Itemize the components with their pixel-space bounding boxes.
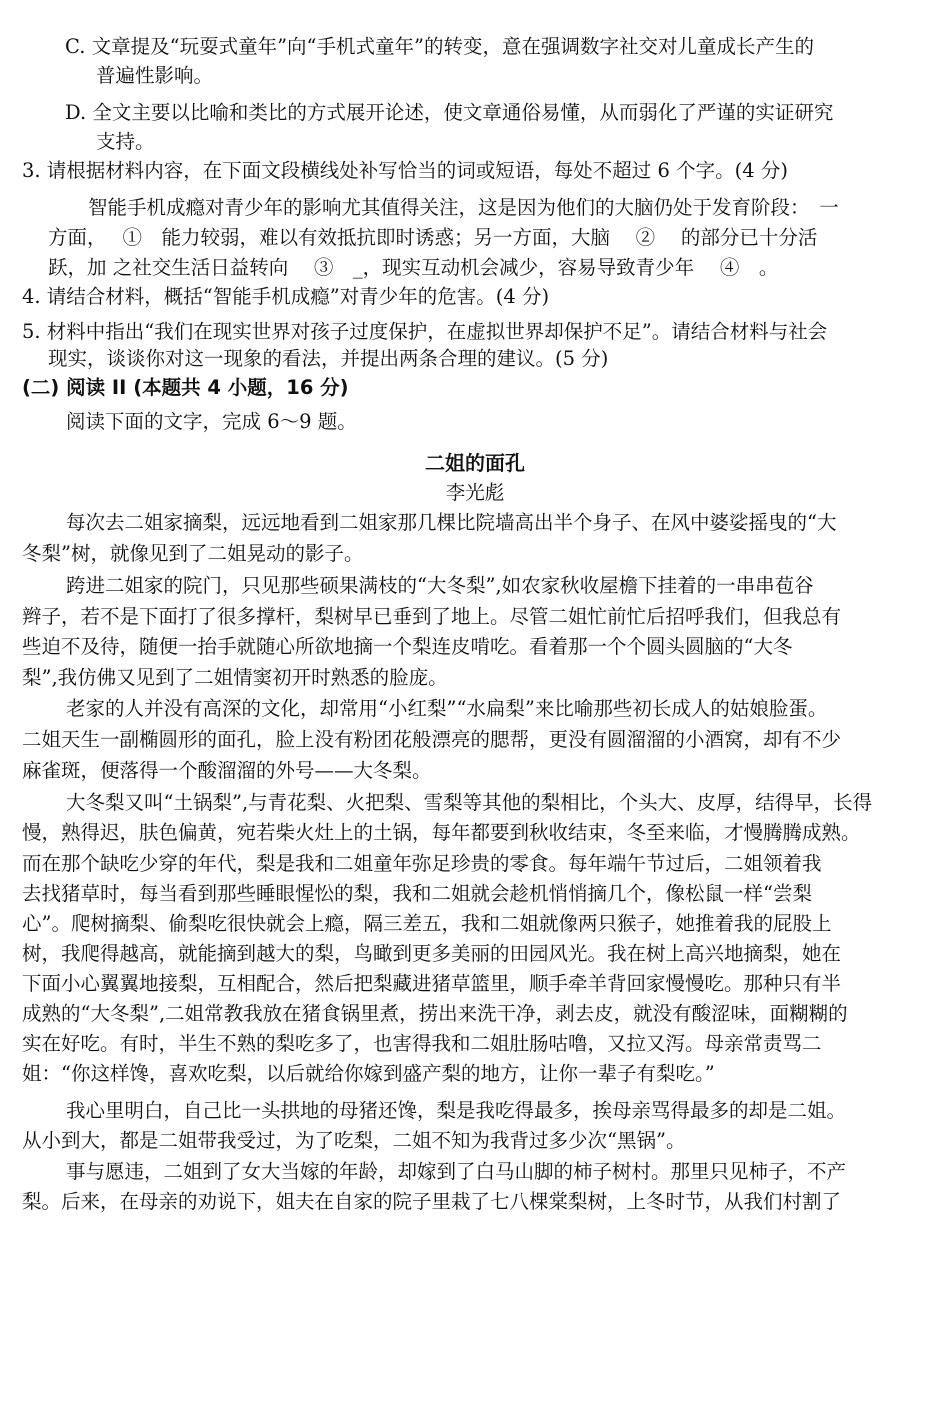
article-line: 心”。爬树摘梨、偷梨吃很快就会上瘾，隔三差五，我和二姐就像两只猴子，她推着我的屁股上 [22, 912, 832, 935]
option-c-line-1: C. 文章提及“玩耍式童年”向“手机式童年”的转变，意在强调数字社交对儿童成长产生的 [65, 35, 814, 58]
article-line: 姐：“你这样馋，喜欢吃梨，以后就给你嫁到盛产梨的地方，让你一辈子有梨吃。” [22, 1062, 715, 1085]
article-title: 二姐的面孔 [425, 451, 525, 475]
article-line: 树，我爬得越高，就能摘到越大的梨，鸟瞰到更多美丽的田园风光。我在树上高兴地摘梨，她在 [22, 942, 842, 965]
article-line: 从小到大，都是二姐带我受过，为了吃梨，二姐不知为我背过多少次“黑锅”。 [22, 1129, 686, 1152]
question-5-line-1: 5. 材料中指出“我们在现实世界对孩子过度保护，在虚拟世界却保护不足”。请结合材料与社会 [22, 320, 828, 343]
article-line: 我心里明白，自己比一头拱地的母猪还馋，梨是我吃得最多，挨母亲骂得最多的却是二姐。 [66, 1099, 847, 1122]
article-line: 辫子，若不是下面打了很多撑杆，梨树早已垂到了地上。尽管二姐忙前忙后招呼我们，但我总有 [22, 605, 842, 628]
article-line: 麻雀斑，便落得一个酸溜溜的外号——大冬梨。 [22, 759, 432, 782]
article-line: 成熟的“大冬梨”,二姐常教我放在猪食锅里煮，捞出来洗干净，剥去皮，就没有酸涩味，面糊糊的 [22, 1002, 848, 1025]
article-line: 实在好吃。有时，半生不熟的梨吃多了，也害得我和二姐肚肠咕噜，又拉又泻。母亲常责骂二 [22, 1032, 822, 1055]
article-line: 二姐天生一副椭圆形的面孔，脸上没有粉团花般漂亮的腮帮，更没有圆溜溜的小酒窝，却有不少 [22, 728, 842, 751]
section-heading: (二) 阅读 II (本题共 4 小题，16 分) [22, 376, 349, 399]
article-line: 梨。后来，在母亲的劝说下，姐夫在自家的院子里栽了七八棵棠梨树，上冬时节，从我们村割了 [22, 1190, 842, 1213]
article-line: 冬梨”树，就像见到了二姐晃动的影子。 [22, 542, 364, 565]
article-line: 下面小心翼翼地接梨，互相配合，然后把梨藏进猪草篮里，顺手牵羊背回家慢慢吃。那种只有半 [22, 972, 842, 995]
option-c-line-2: 普遍性影响。 [96, 64, 214, 87]
article-line: 事与愿违，二姐到了女大当嫁的年龄，却嫁到了白马山脚的柿子树村。那里只见柿子，不产 [66, 1160, 847, 1183]
article-line: 慢，熟得迟，肤色偏黄，宛若柴火灶上的土锅，每年都要到秋收结束，冬至来临，才慢腾腾成熟。 [22, 821, 861, 844]
q3-passage-line-2: 方面， ① 能力较弱，难以有效抵抗即时诱惑；另一方面，大脑 ② 的部分已十分活 [48, 226, 818, 249]
article-line: 去找猪草时，每当看到那些睡眼惺忪的梨，我和二姐就会趁机悄悄摘几个，像松鼠一样“尝梨 [22, 882, 812, 905]
q3-passage-line-1: 智能手机成瘾对青少年的影响尤其值得关注，这是因为他们的大脑仍处于发育阶段： 一 [88, 196, 839, 219]
article-line: 每次去二姐家摘梨，远远地看到二姐家那几棵比院墙高出半个身子、在风中婆娑摇曳的“大 [66, 511, 837, 534]
article-line: 而在那个缺吃少穿的年代，梨是我和二姐童年弥足珍贵的零食。每年端午节过后，二姐领着我 [22, 852, 822, 875]
article-line: 跨进二姐家的院门，只见那些硕果满枝的“大冬梨”,如农家秋收屋檐下挂着的一串串苞谷 [66, 574, 814, 597]
article-line: 梨”,我仿佛又见到了二姐情窦初开时熟悉的脸庞。 [22, 666, 448, 689]
article-line: 老家的人并没有高深的文化，却常用“小红梨”“水扁梨”来比喻那些初长成人的姑娘脸蛋。 [66, 697, 828, 720]
question-3: 3. 请根据材料内容，在下面文段横线处补写恰当的词或短语，每处不超过 6 个字。(4 分) [22, 159, 788, 182]
article-author: 李光彪 [445, 481, 505, 504]
option-d-line-1: D. 全文主要以比喻和类比的方式展开论述，使文章通俗易懂，从而弱化了严谨的实证研究 [65, 101, 834, 124]
section-instruction: 阅读下面的文字，完成 6～9 题。 [66, 410, 357, 433]
question-5-line-2: 现实，谈谈你对这一现象的看法，并提出两条合理的建议。(5 分) [48, 347, 609, 370]
option-d-line-2: 支持。 [96, 130, 155, 153]
q3-passage-line-3: 跃，加 之社交生活日益转向 ③ _，现实互动机会减少，容易导致青少年 ④ 。 [48, 256, 779, 279]
question-4: 4. 请结合材料，概括“智能手机成瘾”对青少年的危害。(4 分) [22, 285, 550, 308]
article-line: 大冬梨又叫“土锅梨”,与青花梨、火把梨、雪梨等其他的梨相比，个头大、皮厚，结得早，长得 [66, 791, 873, 814]
article-line: 些迫不及待，随便一抬手就随心所欲地摘一个梨连皮啃吃。看着那一个个圆头圆脑的“大冬 [22, 635, 793, 658]
